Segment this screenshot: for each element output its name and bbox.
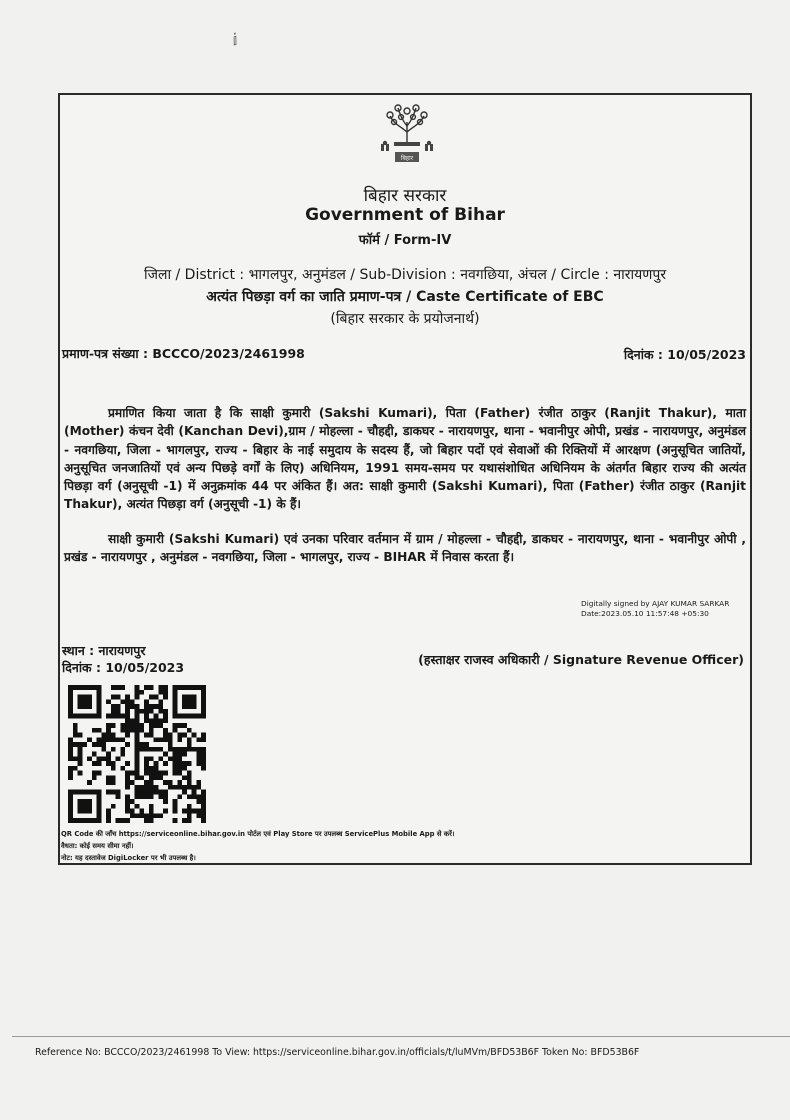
certificate-title: अत्यंत पिछड़ा वर्ग का जाति प्रमाण-पत्र / Caste Certificate of EBC <box>206 289 604 305</box>
residence-paragraph: साक्षी कुमारी (Sakshi Kumari) एवं उनका परिवार वर्तमान में ग्राम / मोहल्ला - चौहद्दी, डाकघर - नारायणपुर, थाना - भवानीपुर ओपी , प्रखंड - नारायणपुर , अनुमंडल - नवगछिया, जिला - भागलपुर, राज्य - BIHAR में निवास करता हैं। <box>64 532 746 565</box>
officer-signature-label: (हस्ताक्षर राजस्व अधिकारी / Signature Revenue Officer) <box>418 652 744 667</box>
digital-signature <box>581 599 729 619</box>
validity-note: वैधता: कोई समय सीमा नहीं। <box>61 842 134 850</box>
certification-paragraph: प्रमाणित किया जाता है कि साक्षी कुमारी (Sakshi Kumari), पिता (Father) रंजीत ठाकुर (Ranjit Thakur), माता (Mother) कंचन देवी (Kanchan Devi),ग्राम / मोहल्ला - चौहद्दी, डाकघर - नारायणपुर, थाना - भवानीपुर ओपी, प्रखंड - नारायणपुर, अनुमंडल - नवगछिया, जिला - भागलपुर, राज्य - बिहार के नाई समुदाय के सदस्य हैं, जो बिहार पदों एवं सेवाओं की रिक्तियों में आरक्षण (अनुसूचित जातियों, अनुसूचित जनजातियों एवं अन्य पिछड़े वर्गों के लिए) अधिनियम, 1991 समय-समय पर यथासंशोधित अधिनियम के अंतर्गत बिहार राज्य की अत्यंत पिछड़ा वर्ग (अनुसूची -1) में अनुक्रमांक 44 पर अंकित हैं। अत: साक्षी कुमारी (Sakshi Kumari), पिता (Father) रंजीत ठाकुर (Ranjit Thakur), अत्यंत पिछड़ा वर्ग (अनुसूची -1) के हैं। <box>64 406 746 512</box>
certificate-date: दिनांक : 10/05/2023 <box>623 347 746 362</box>
reference-line: Reference No: BCCCO/2023/2461998 To View: https://serviceonline.bihar.gov.in/officials/t/luMVm/BFD53B6F Token No: BFD53B6F <box>35 1047 640 1058</box>
digilocker-note: नोट: यह दस्तावेज DigiLocker पर भी उपलब्ध है। <box>61 854 196 862</box>
qr-verification-note: QR Code की जाँच https://serviceonline.bihar.gov.in पोर्टल एवं Play Store पर उपलब्ध ServicePlus Mobile App से करें। <box>61 830 455 838</box>
place-label: स्थान : नारायणपुर <box>62 643 146 658</box>
digital-signature-signer: Digitally signed by AJAY KUMAR SARKAR <box>581 599 730 608</box>
bihar-emblem-icon <box>378 102 436 164</box>
jurisdiction-line: जिला / District : भागलपुर, अनुमंडल / Sub-Division : नवगछिया, अंचल / Circle : नारायणपुर <box>143 267 667 283</box>
form-number: फॉर्म / Form-IV <box>358 233 452 248</box>
qr-code-modules <box>68 685 206 823</box>
pen-mark: ⅈ <box>230 29 240 50</box>
certificate-number: प्रमाण-पत्र संख्या : BCCCO/2023/2461998 <box>62 346 305 361</box>
certificate-purpose: (बिहार सरकार के प्रयोजनार्थ) <box>330 311 480 327</box>
issue-date: दिनांक : 10/05/2023 <box>62 660 185 675</box>
government-hindi: बिहार सरकार <box>363 186 447 206</box>
government-english: Government of Bihar <box>305 205 505 225</box>
emblem-label: बिहार <box>400 155 414 162</box>
digital-signature-date: Date:2023.05.10 11:57:48 +05:30 <box>581 609 709 618</box>
page-divider <box>12 1036 790 1037</box>
qr-code-icon <box>66 685 208 823</box>
place-date-block <box>62 642 184 676</box>
